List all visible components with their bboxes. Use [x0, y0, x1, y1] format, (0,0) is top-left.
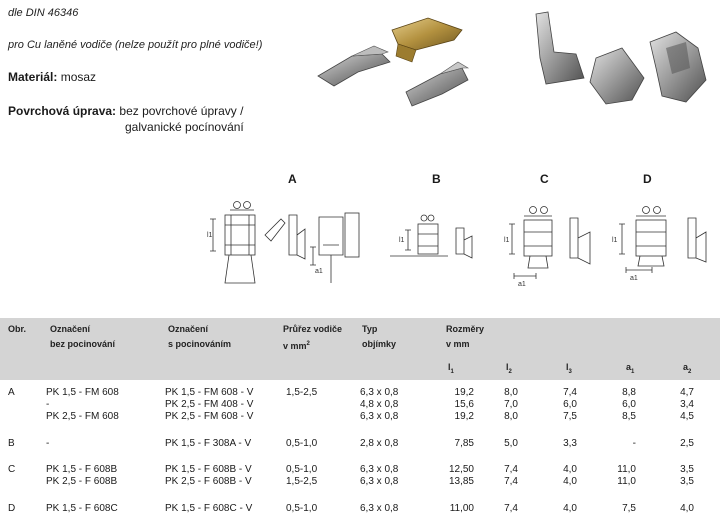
cell-obr: D	[8, 503, 16, 514]
cell-l1: 12,50	[448, 464, 474, 475]
cell-l1: 19,2	[454, 411, 474, 422]
cell-obr: C	[8, 464, 16, 475]
norm-reference: dle DIN 46346	[8, 7, 79, 19]
cell-prurez: 0,5-1,0	[286, 438, 318, 449]
cell-l3: 4,0	[563, 476, 577, 487]
header-typ: Typ objímky	[362, 324, 397, 349]
cell-l2: 8,0	[504, 387, 518, 398]
surface-label: Povrchová úprava:	[8, 104, 117, 118]
cell-s: PK 2,5 - F 608B - V	[165, 476, 252, 487]
drawing-b	[388, 212, 483, 272]
drawing-label-a: A	[288, 172, 297, 186]
drawing-label-c: C	[540, 172, 549, 186]
cell-l1: 19,2	[454, 387, 474, 398]
cell-l2: 8,0	[504, 411, 518, 422]
header-oznaceni-bez: Označení bez pocinování	[50, 324, 116, 349]
cell-a1: 11,0	[617, 476, 636, 487]
cell-l2: 7,4	[504, 464, 518, 475]
dim-l1-d: l1	[612, 237, 618, 244]
cell-l3: 7,5	[563, 411, 577, 422]
product-photo-right	[526, 8, 716, 118]
cell-obr: A	[8, 387, 15, 398]
cell-prurez: 1,5-2,5	[286, 476, 318, 487]
cell-l3: 6,0	[563, 399, 577, 410]
header-obr: Obr.	[8, 324, 27, 334]
header-a2: $a_2$	[683, 362, 692, 375]
conductor-note: pro Cu laněné vodiče (nelze použít pro plné vodiče!)	[8, 39, 263, 51]
dim-a1-c: a1	[518, 281, 526, 288]
header-rozmery: Rozměry v mm	[446, 324, 485, 349]
cell-bez: PK 2,5 - F 608B	[46, 476, 118, 487]
cell-l3: 4,0	[563, 503, 577, 514]
cell-bez: -	[46, 399, 50, 410]
cell-a2: 3,4	[680, 399, 694, 410]
cell-l3: 4,0	[563, 464, 577, 475]
cell-bez: PK 1,5 - FM 608	[46, 387, 119, 398]
cell-bez: -	[46, 438, 50, 449]
cell-a2: 2,5	[680, 438, 694, 449]
cell-bez: PK 1,5 - F 608B	[46, 464, 118, 475]
header-l3: $l_3$	[566, 362, 572, 375]
cell-obr: B	[8, 438, 15, 449]
cell-a1: 8,5	[622, 411, 636, 422]
dim-a1-d: a1	[630, 275, 638, 282]
dim-l1-c: l1	[504, 237, 510, 244]
header-a1: $a_1$	[626, 362, 635, 375]
dim-l1-a: l1	[207, 232, 213, 239]
surface-value-2: galvanické pocínování	[125, 120, 244, 134]
cell-l1: 15,6	[454, 399, 474, 410]
cell-l2: 7,0	[504, 399, 518, 410]
header-oznaceni-s: Označení s pocinováním	[168, 324, 232, 349]
header-l1: $l_1$	[448, 362, 454, 375]
cell-l1: 11,00	[449, 503, 474, 514]
cell-l2: 5,0	[504, 438, 518, 449]
cell-a1: 7,5	[622, 503, 636, 514]
cell-a1: 8,8	[622, 387, 636, 398]
cell-l1: 13,85	[448, 476, 474, 487]
cell-a2: 4,0	[680, 503, 694, 514]
cell-a2: 3,5	[680, 464, 694, 475]
surface-value-1: bez povrchové úpravy /	[119, 104, 244, 118]
cell-l3: 7,4	[563, 387, 577, 398]
cell-l2: 7,4	[504, 476, 518, 487]
header-prurez: Průřez vodiče v $mm^2$	[283, 324, 343, 351]
cell-a1: 11,0	[617, 464, 636, 475]
cell-s: PK 2,5 - FM 608 - V	[165, 411, 254, 422]
cell-typ: 4,8 x 0,8	[360, 399, 399, 410]
drawing-c	[500, 200, 610, 290]
cell-s: PK 1,5 - FM 608 - V	[165, 387, 254, 398]
cell-typ: 2,8 x 0,8	[360, 438, 399, 449]
drawing-label-b: B	[432, 172, 441, 186]
cell-prurez: 1,5-2,5	[286, 387, 318, 398]
cell-typ: 6,3 x 0,8	[360, 464, 399, 475]
cell-typ: 6,3 x 0,8	[360, 411, 399, 422]
cell-prurez: 0,5-1,0	[286, 503, 318, 514]
drawing-d	[606, 200, 718, 290]
cell-s: PK 1,5 - F 308A - V	[165, 438, 252, 449]
cell-typ: 6,3 x 0,8	[360, 476, 399, 487]
cell-s: PK 1,5 - F 608B - V	[165, 464, 252, 475]
product-photo-left	[312, 10, 472, 120]
cell-a1: -	[632, 438, 636, 449]
cell-l2: 7,4	[504, 503, 518, 514]
cell-s: PK 2,5 - FM 408 - V	[165, 399, 254, 410]
cell-l3: 3,3	[563, 438, 577, 449]
dim-a1-a: a1	[315, 268, 323, 275]
cell-a2: 4,5	[680, 411, 694, 422]
cell-typ: 6,3 x 0,8	[360, 387, 399, 398]
material-line	[8, 70, 96, 84]
cell-bez: PK 1,5 - F 608C	[46, 503, 118, 514]
drawing-label-d: D	[643, 172, 652, 186]
material-value: mosaz	[60, 70, 97, 84]
cell-a1: 6,0	[622, 399, 636, 410]
header-l2: $l_2$	[506, 362, 512, 375]
cell-s: PK 1,5 - F 608C - V	[165, 503, 253, 514]
drawing-a	[205, 195, 365, 295]
surface-finish	[8, 103, 244, 135]
cell-a2: 3,5	[680, 476, 694, 487]
cell-prurez: 0,5-1,0	[286, 464, 318, 475]
dim-l1-b: l1	[399, 237, 405, 244]
material-label: Materiál:	[8, 70, 58, 84]
cell-bez: PK 2,5 - FM 608	[46, 411, 119, 422]
cell-typ: 6,3 x 0,8	[360, 503, 399, 514]
cell-a2: 4,7	[680, 387, 694, 398]
cell-l1: 7,85	[454, 438, 474, 449]
